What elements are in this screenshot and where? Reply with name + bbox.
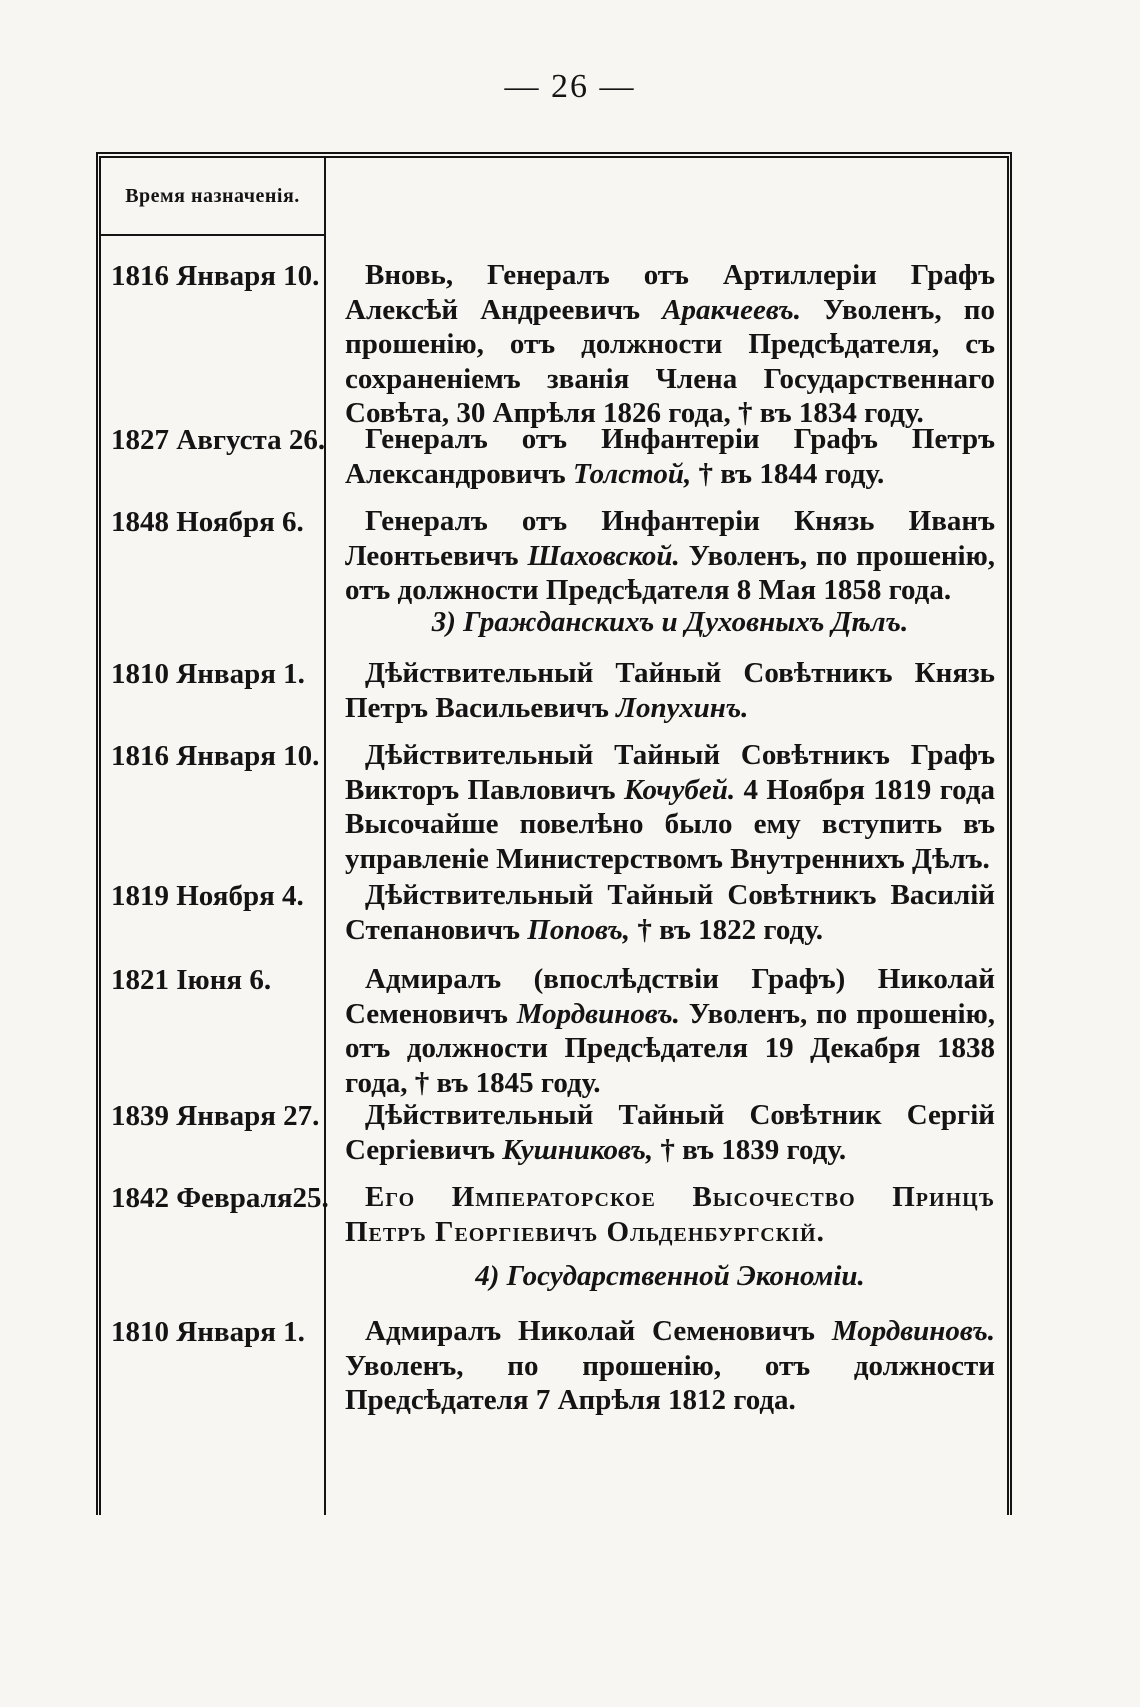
entry-date: 1819 Ноября 4.	[111, 880, 304, 912]
entry-person-name: Толстой,	[572, 457, 692, 490]
entry-text: Его Императорское Высочество Принцъ Петръ Георгіевичъ Ольденбургскій.	[345, 1181, 995, 1248]
entry-date: 1842 Февраля25.	[111, 1182, 329, 1214]
entry-person-name: Аракчеевъ.	[662, 293, 801, 326]
entry-date: 1816 Января 10.	[111, 260, 320, 292]
entry-date: 1839 Января 27.	[111, 1100, 320, 1132]
entry-text: Адмиралъ Николай Семеновичъ Мордвиновъ. Уволенъ, по прошенію, отъ должности Предсѣдателя 7 Апрѣля 1812 года.	[345, 1315, 995, 1416]
entry-text: Вновь, Генералъ отъ Артиллеріи Графъ Алексѣй Андреевичъ Аракчеевъ. Уволенъ, по прошенію, отъ должности Предсѣдателя, съ сохраненіемъ званія Члена Государственнаго Совѣта, 30 Апрѣля 1826 года, † въ 1834 году.	[345, 259, 995, 429]
entry-text: Дѣйствительный Тайный Совѣтник Сергій Сергіевичъ Кушниковъ, † въ 1839 году.	[345, 1099, 995, 1166]
entry-text: Дѣйствительный Тайный Совѣтникъ Графъ Викторъ Павловичъ Кочубей. 4 Ноября 1819 года Высочайше повелѣно было ему вступить въ управленіе Министерствомъ Внутреннихъ Дѣлъ.	[345, 739, 995, 875]
entry-person-name: Кушниковъ,	[502, 1133, 654, 1166]
section-heading: 4) Государственной Экономіи.	[475, 1260, 865, 1292]
column-header-date: Время назначенія.	[101, 158, 324, 236]
section-heading: 3) Гражданскихъ и Духовныхъ Дѣлъ.	[431, 606, 909, 638]
column-divider	[324, 158, 326, 1515]
entry-person-name: Лопухинъ.	[616, 691, 749, 724]
entry-text: Дѣйствительный Тайный Совѣтникъ Князь Петръ Васильевичъ Лопухинъ.	[345, 657, 995, 724]
entry-text: Адмиралъ (впослѣдствіи Графъ) Николай Семеновичъ Мордвиновъ. Уволенъ, по прошенію, отъ должности Предсѣдателя 19 Декабря 1838 года, † въ 1845 году.	[345, 963, 995, 1099]
page-number: — 26 —	[504, 68, 636, 105]
entry-person-name: Кочубей.	[623, 773, 736, 806]
entry-text: Генералъ отъ Инфантеріи Князь Иванъ Леонтьевичъ Шаховской. Уволенъ, по прошенію, отъ должности Предсѣдателя 8 Мая 1858 года.	[345, 505, 995, 606]
appointments-table	[96, 152, 1012, 1515]
entry-text: Генералъ отъ Инфантеріи Графъ Петръ Александровичъ Толстой, † въ 1844 году.	[345, 423, 995, 490]
entry-date: 1816 Января 10.	[111, 740, 320, 772]
entry-person-name: Шаховской.	[527, 539, 680, 572]
entry-date: 1848 Ноября 6.	[111, 506, 304, 538]
entry-text: Дѣйствительный Тайный Совѣтникъ Василій Степановичъ Поповъ, † въ 1822 году.	[345, 879, 995, 946]
entry-person-name: Мордвиновъ.	[831, 1315, 995, 1347]
entry-date: 1810 Января 1.	[111, 1316, 305, 1348]
entry-date: 1821 Іюня 6.	[111, 964, 272, 996]
entry-person-name: Мордвиновъ.	[516, 997, 680, 1030]
entry-date: 1827 Августа 26.	[111, 424, 326, 456]
entry-person-name: Поповъ,	[527, 913, 631, 946]
entry-date: 1810 Января 1.	[111, 658, 305, 690]
